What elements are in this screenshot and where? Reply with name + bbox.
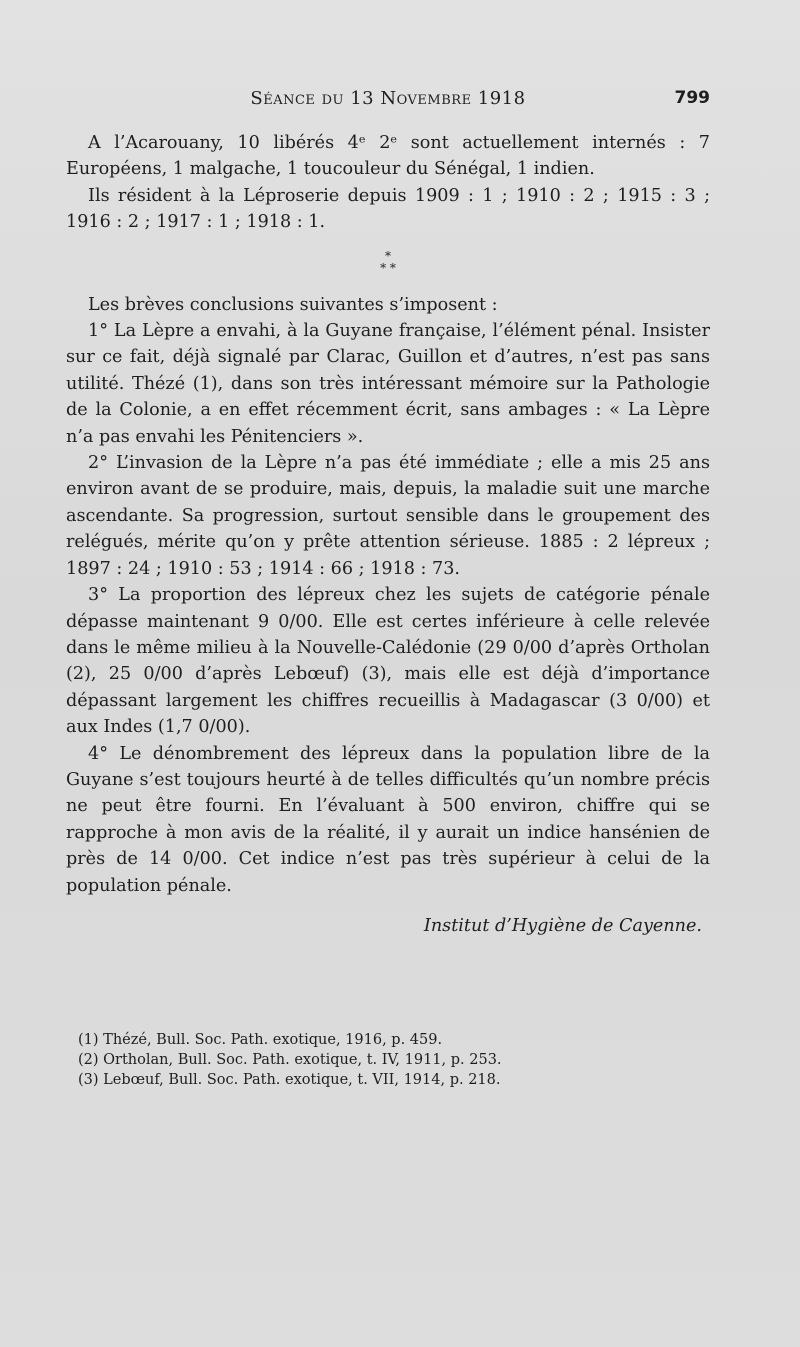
header-title: Séance du 13 Novembre 1918 [250, 88, 526, 109]
running-header [66, 88, 710, 114]
separator-star-bottom: * * [380, 260, 396, 275]
section-separator [66, 250, 710, 274]
footnote: (3) Lebœuf, Bull. Soc. Path. exotique, t. VII, 1914, p. 218. [78, 1072, 501, 1088]
footnote: (1) Thézé, Bull. Soc. Path. exotique, 1916, p. 459. [78, 1032, 443, 1048]
paragraph: A l’Acarouany, 10 libérés 4ᵉ 2ᵉ sont actuellement internés : 7 Européens, 1 malgache, 1 toucouleur du Sénégal, 1 indien. [66, 133, 710, 180]
separator-star-top: * [385, 248, 391, 263]
paragraph: 4° Le dénombrement des lépreux dans la population libre de la Guyane s’est toujours heurté à de telles difficultés qu’un nombre précis ne peut être fourni. En l’évaluant à 500 environ, chiffre qui se rapproche à mon avis de la réalité, il y aurait un indice hansénien de près de 14 0/00. Cet indice n’est pas très supérieur à celui de la population pénale. [66, 743, 710, 896]
paragraph: Ils résident à la Léproserie depuis 1909 : 1 ; 1910 : 2 ; 1915 : 3 ; 1916 : 2 ; 1917 : 1 ; 1918 : 1. [66, 185, 710, 233]
paragraph: 3° La proportion des lépreux chez les sujets de catégorie pénale dépasse maintenant 9 0/00. Elle est certes inférieure à celle relevée dans le même milieu à la Nouvelle-Calédonie (29 0/00 d’après Ortholan (2), 25 0/00 d’après Lebœuf) (3), mais elle est déjà d’importance dépassant largement les chiffres recueillis à Madagascar (3 0/00) et aux Indes (1,7 0/00). [66, 585, 710, 738]
page-number: 799 [674, 88, 710, 108]
footnote: (2) Ortholan, Bull. Soc. Path. exotique, t. IV, 1911, p. 253. [78, 1052, 502, 1068]
paragraph: 1° La Lèpre a envahi, à la Guyane française, l’élément pénal. Insister sur ce fait, déjà signalé par Clarac, Guillon et d’autres, n’est pas sans utilité. Thézé (1), dans son très intéressant mémoire sur la Pathologie de la Colonie, a en effet récemment écrit, sans ambages : « La Lèpre n’a pas envahi les Pénitenciers ». [66, 321, 710, 447]
footnotes [66, 1030, 666, 1090]
paragraph: 2° L’invasion de la Lèpre n’a pas été immédiate ; elle a mis 25 ans environ avant de se produire, mais, depuis, la maladie suit une marche ascendante. Sa progression, surtout sensible dans le groupement des relégués, mérite qu’on y prête attention sérieuse. 1885 : 2 lépreux ; 1897 : 24 ; 1910 : 53 ; 1914 : 66 ; 1918 : 73. [66, 453, 710, 579]
body-text [66, 130, 710, 939]
paragraph: Les brèves conclusions suivantes s’imposent : [88, 294, 498, 315]
signature: Institut d’Hygiène de Cayenne. [423, 915, 702, 936]
